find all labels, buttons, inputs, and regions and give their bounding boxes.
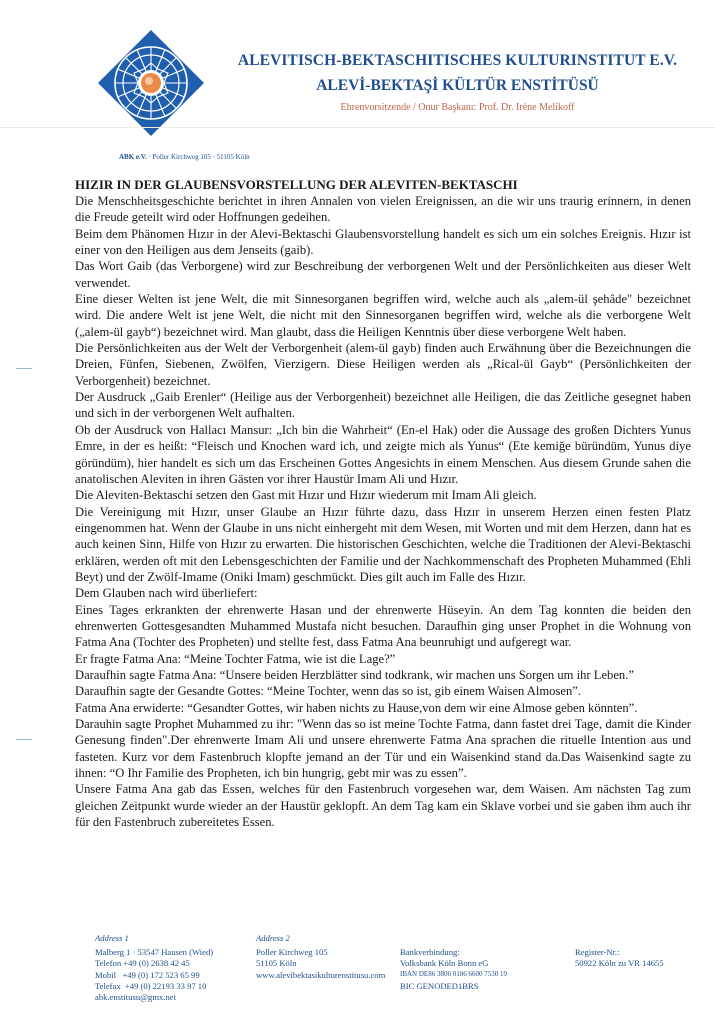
paragraph: Daraufhin sagte Fatma Ana: “Unsere beiden Herzblätter sind todkrank, wir machen uns Sorgen um ihr Leben.” <box>75 667 634 682</box>
margin-mark <box>16 368 32 369</box>
sender-line <box>119 153 250 161</box>
paragraph: Die Menschheitsgeschichte berichtet in ihren Annalen von vielen Ereignissen, an die wir uns traurig erinnern, in denen die Freude geteilt wird oder Hoffnungen gedeihen. <box>75 194 691 225</box>
article-title: HIZIR IN DER GLAUBENSVORSTELLUNG DER ALEVITEN-BEKTASCHI <box>75 177 518 192</box>
address-1-street: Malberg 1 · 53547 Hausen (Wied) <box>95 947 214 958</box>
org-name-turkish: ALEVİ-BEKTAŞİ KÜLTÜR ENSTİTÜSÜ <box>316 77 599 94</box>
footer-address-2 <box>256 933 385 981</box>
register-number: 50922 Köln zu VR 14655 <box>575 958 664 969</box>
letter-body <box>75 176 691 830</box>
footer-register <box>575 947 664 969</box>
bank-iban: IBAN DE86 3806 0186 6600 7530 19 <box>400 970 507 979</box>
address-1-fax: Telefax +49 (0) 22193 33 97 10 <box>95 980 207 991</box>
paragraph: Ob der Ausdruck von Hallacı Mansur: „Ich bin die Wahrheit“ (En-el Hak) oder die Aussage des großen Dichters Yunus Emre, in der es heißt: “Fleisch und Knochen ward ich, und zeigte mich als Yunus“ (Ete kemiğe büründüm, Yunus diye göründüm), hier handelt es sich um das Erscheinen Gottes Angesichts in einem Menschen. Aus diesem Grunde sahen die anatolischen Aleviten in ihren Gästen vor ihrer Haustür Imam Ali und Hızır. <box>75 422 691 486</box>
bank-bic: BIC GENODED1BRS <box>400 980 479 991</box>
address-1-phone: Telefon +49 (0) 2638 42 45 <box>95 958 190 969</box>
address-2-label: Address 2 <box>256 933 290 943</box>
paragraph: Das Wort Gaib (das Verborgene) wird zur Beschreibung der verborgenen Welt und der Persönlichkeiten aus dieser Welt verwendet. <box>75 259 691 290</box>
paragraph: Er fragte Fatma Ana: “Meine Tochter Fatma, wie ist die Lage?” <box>75 651 396 666</box>
paragraph: Dem Glauben nach wird überliefert: <box>75 586 258 601</box>
sender-org: ABK e.V. <box>119 153 147 161</box>
paragraph: Eine dieser Welten ist jene Welt, die mit Sinnesorganen begriffen wird, welche auch als „alem-ül şehâde" bezeichnet wird. Die andere Welt ist jene Welt, die nicht mit den Sinnesorganen begriffen wird, welche als die verborgene Welt („alem-ül gayb“) bezeichnet wird. Man glaubt, dass die Heiligen Kenntnis über diese verborgene Welt haben. <box>75 292 691 339</box>
sender-address: · Poller Kirchweg 105 · 51105 Köln <box>146 153 250 161</box>
honorary-chair: Ehrenvorsitzende / Onur Başkanı: Prof. Dr. Irène Melikoff <box>340 102 575 113</box>
paragraph: Der Ausdruck „Gaib Erenler“ (Heilige aus der Verborgenheit) bezeichnet alle Heiligen, die das Zeitliche gesegnet haben und sich in der verborgenen Welt aufhalten. <box>75 390 691 421</box>
paragraph: Eines Tages erkrankten der ehrenwerte Hasan und der ehrenwerte Hüseyin. An dem Tag konnten die beiden den ehrenwerten Gottesgesandten Muhammed Mustafa nicht besuchen. Daraufhin ging unser Prophet in die Wohnung von Fatma Ana (Tochter des Propheten) und stellte fest, dass Fatma Ana beunruhigt und aufgeregt war. <box>75 602 691 650</box>
paragraph: Fatma Ana erwiderte: “Gesandter Gottes, wir haben nichts zu Hause,von dem wir eine Almose geben könnten”. <box>75 700 638 715</box>
address-2-street: Poller Kirchweg 105 <box>256 947 328 958</box>
address-2-city: 51105 Köln <box>256 958 297 969</box>
bank-label: Bankverbindung: <box>400 947 460 957</box>
bank-name: Volksbank Köln Bonn eG <box>400 958 489 969</box>
address-2-website[interactable]: www.alevibektasikulturenstitusu.com <box>256 969 386 980</box>
paragraph: Die Aleviten-Bektaschi setzen den Gast mit Hızır und Hızır wiederum mit Imam Ali gleich. <box>75 488 537 503</box>
paragraph: Beim dem Phänomen Hızır in der Alevi-Bektaschi Glaubensvorstellung handelt es sich um ein solches Ereignis. Hızır ist einer von den Heiligen aus dem Jenseits (gaib). <box>75 226 691 258</box>
margin-mark <box>16 739 32 740</box>
paragraph: Daraufhin sagte der Gesandte Gottes: “Meine Tochter, wenn das so ist, gib einem Waisen Almosen”. <box>75 684 581 699</box>
address-1-label: Address 1 <box>95 933 129 943</box>
footer-address-1 <box>95 933 213 1003</box>
register-label: Register-Nr.: <box>575 947 620 957</box>
footer-bank <box>400 947 507 992</box>
abk-logo <box>96 28 206 138</box>
paragraph: Die Vereinigung mit Hızır, unser Glaube an Hızır führte dazu, dass Hızır in unserem Herzen einen festen Platz eingenommen hat. Wenn der Glaube in uns nicht einhergeht mit dem Wesen, mit Worten und mit dem Herzen, dann hat es auch keinen Sinn, Hilfe von Hızır zu erwarten. Die historischen Geschichten, welche die Traditionen der Alevi-Bektaschi erklären, werden oft mit den Lebensgeschichten der Familie und der Nachkommenschaft des Propheten Muhammed (Ehli Beyt) und der Zwölf-Imame (Oniki Imam) geschmückt. Dies gilt auch im Falle des Hızır. <box>75 504 691 584</box>
paragraph: Darauhin sagte Prophet Muhammed zu ihr: "Wenn das so ist meine Tochte Fatma, dann fastet drei Tage, damit die Kinder Genesung finden".Der ehrenwerte Imam Ali und unsere ehrenwerte Fatma Ana sprachen die rituelle Intention aus und fasteten. Kurz vor dem Fastenbruch klopfte jemand an der Tür und ein Waisenkind stand da.Das Waisenkind sagte zu ihnen: “O Ihr Familie des Propheten, ich bin hungrig, gebt mir was zu essen”. <box>75 717 691 781</box>
org-name-german: ALEVITISCH-BEKTASCHITISCHES KULTURINSTITUT E.V. <box>237 52 678 69</box>
paragraph: Die Persönlichkeiten aus der Welt der Verborgenheit (alem-ül gayb) finden auch Erwähnung über die Bezeichnungen die Dreien, Fünfen, Siebenen, Zwölfen, Vierzigern. Diese Heiligen werden als „Rical-ül Gayb“ (Persönlichkeiten der Verborgenheit) bezeichnet. <box>75 341 691 388</box>
paragraph: Unsere Fatma Ana gab das Essen, welches für den Fastenbruch vorgesehen war, dem Waisen. Am nächsten Tag zum gleichen Zeitpunkt wurde wieder an der Haustür geklopft. An dem Tag kam ein Sklave vorbei und sie gaben ihm auch ihr für den Fastenbruch zubereitetes Essen. <box>75 782 691 830</box>
header-divider <box>0 127 715 128</box>
address-1-mobile: Mobil +49 (0) 172 523 65 99 <box>95 969 200 980</box>
address-1-email[interactable]: abk.enstitusu@gmx.net <box>95 992 176 1003</box>
